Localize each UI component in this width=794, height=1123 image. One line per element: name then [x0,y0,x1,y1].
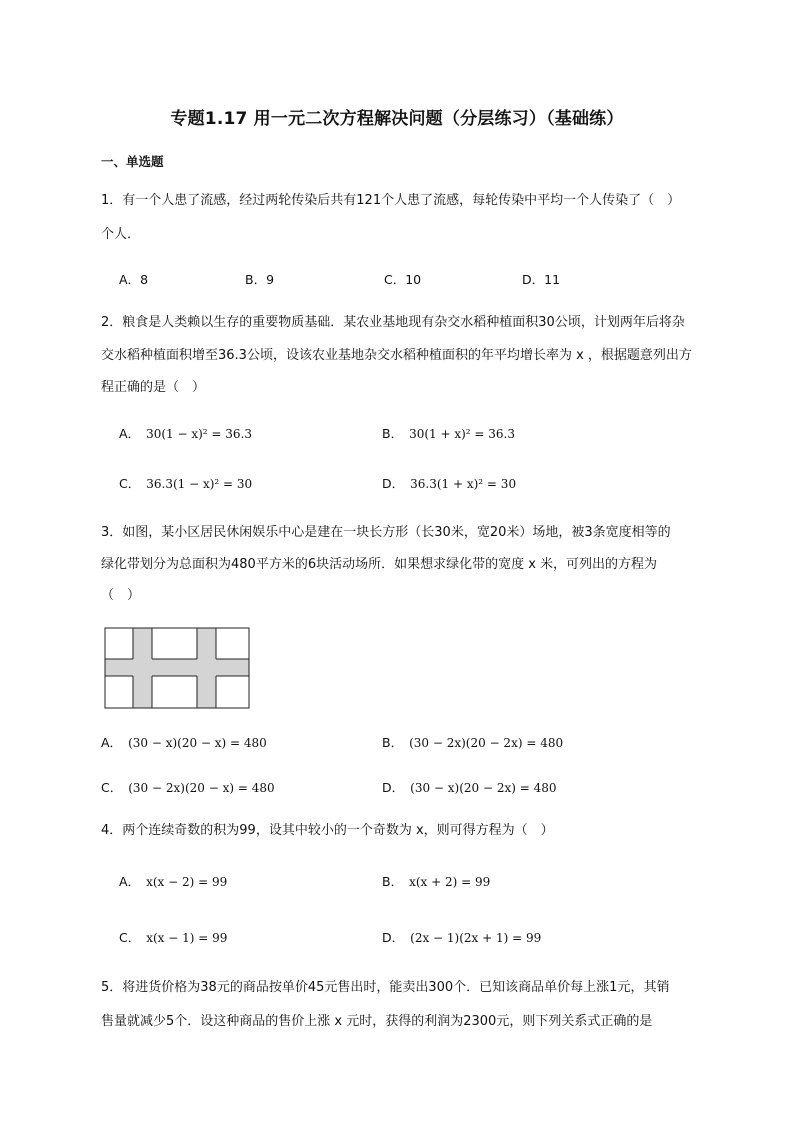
q1-option-a[interactable]: A．8 [119,272,149,287]
q3-option-a[interactable]: A． (30 − x)(20 − x) = 480 [101,735,267,750]
q1-line1: 1．有一个人患了流感，经过两轮传染后共有121个人患了流感，每轮传染中平均一个人传染了（ ） [101,193,681,208]
q1-option-c-text: 10 [405,272,422,287]
q5-line2: 售量就减少5个．设这种商品的售价上涨 x 元时，获得的利润为2300元，则下列关系式正确的是 [101,1014,653,1029]
q3-option-b[interactable]: B． (30 − 2x)(20 − 2x) = 480 [382,735,564,750]
q3-line1: 3．如图，某小区居民休闲娱乐中心是建在一块长方形（长30米，宽20米）场地，被3条宽度相等的 [101,525,671,540]
q1-option-d-text: 11 [544,272,561,287]
page-title: 专题1.17 用一元二次方程解决问题（分层练习）（基础练） [170,109,624,129]
q2-option-a[interactable]: A． 30(1 − x)² = 36.3 [119,426,252,441]
section-title: 一、单选题 [101,154,164,169]
q4-option-a-formula: x(x − 2) = 99 [146,875,228,889]
q2-option-b[interactable]: B． 30(1 + x)² = 36.3 [382,426,516,441]
q3-option-c-formula: (30 − 2x)(20 − x) = 480 [128,781,275,795]
q4-option-c-formula: x(x − 1) = 99 [146,931,228,945]
q2-line1: 2．粮食是人类赖以生存的重要物质基础．某农业基地现有杂交水稻种植面积30公顷，计划两年后将杂 [101,315,685,330]
rectangle-field-figure [104,627,250,709]
q2-option-c[interactable]: C． 36.3(1 − x)² = 30 [119,476,253,491]
q3-line2: 绿化带划分为总面积为480平方米的6块活动场所．如果想求绿化带的宽度 x 米，可列出的方程为 [101,557,658,572]
q3-option-d[interactable]: D． (30 − x)(20 − 2x) = 480 [382,780,557,795]
q1-line2: 个人． [101,227,141,242]
q3-option-b-formula: (30 − 2x)(20 − 2x) = 480 [409,736,564,750]
q2-line3: 程正确的是（ ） [101,380,206,395]
q4-option-b-formula: x(x + 2) = 99 [409,875,491,889]
q2-option-c-formula: 36.3(1 − x)² = 30 [146,477,253,491]
q4-option-a[interactable]: A． x(x − 2) = 99 [119,874,228,889]
q1-option-a-text: 8 [140,272,149,287]
q4-option-b[interactable]: B． x(x + 2) = 99 [382,874,491,889]
q2-option-b-formula: 30(1 + x)² = 36.3 [409,427,516,441]
q2-option-d[interactable]: D． 36.3(1 + x)² = 30 [382,476,517,491]
q2-option-a-formula: 30(1 − x)² = 36.3 [146,427,252,441]
green-belt-horizontal [105,659,249,676]
q4-option-d-formula: (2x − 1)(2x + 1) = 99 [410,931,542,945]
q5-line1: 5．将进货价格为38元的商品按单价45元售出时，能卖出300个．已知该商品单价每上涨1元，其销 [101,980,670,995]
q3-option-c[interactable]: C． (30 − 2x)(20 − x) = 480 [101,780,275,795]
q2-line2: 交水稻种植面积增至36.3公顷，设该农业基地杂交水稻种植面积的年平均增长率为 x ，根据题意列出方 [101,348,692,363]
q3-line3: （ ） [101,588,141,603]
q1-option-c[interactable]: C．10 [384,272,422,287]
q3-option-a-formula: (30 − x)(20 − x) = 480 [128,736,267,750]
q4-line1: 4．两个连续奇数的积为99，设其中较小的一个奇数为 x，则可得方程为（ ） [101,823,554,838]
q4-option-c[interactable]: C． x(x − 1) = 99 [119,930,228,945]
q3-option-d-formula: (30 − x)(20 − 2x) = 480 [410,781,557,795]
q2-option-d-formula: 36.3(1 + x)² = 30 [410,477,517,491]
q4-option-d[interactable]: D． (2x − 1)(2x + 1) = 99 [382,930,542,945]
q1-option-d[interactable]: D．11 [522,272,561,287]
q1-option-b-text: 9 [266,272,275,287]
q1-option-b[interactable]: B．9 [245,272,275,287]
